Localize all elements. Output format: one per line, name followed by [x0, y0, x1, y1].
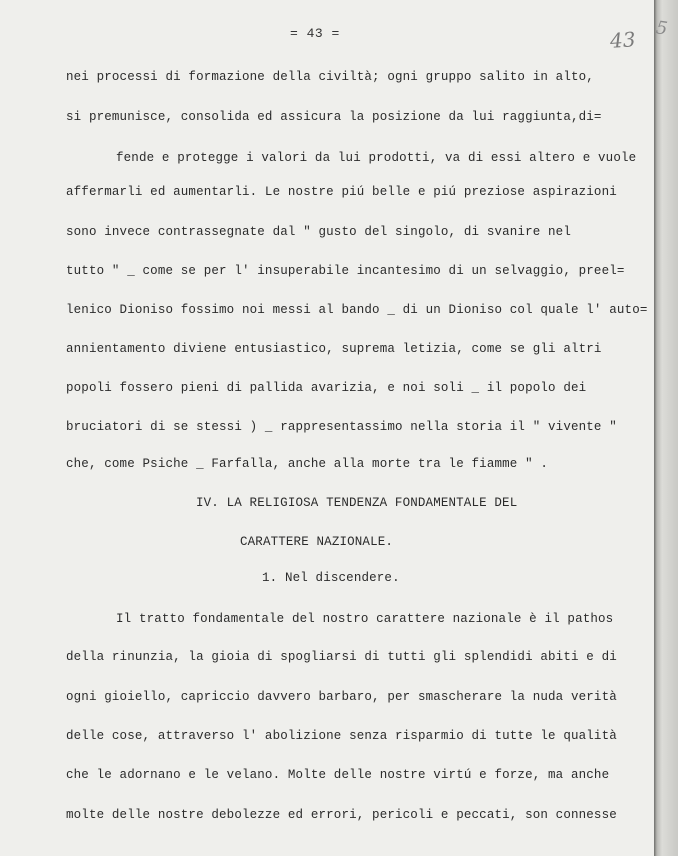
next-page-edge — [654, 0, 678, 856]
handwritten-mark: 5 — [654, 17, 669, 40]
section-heading: 1. Nel discendere. — [262, 571, 400, 585]
text-line-13: della rinunzia, la gioia di spogliarsi di tutti gli splendidi abiti e di — [66, 650, 617, 664]
text-line-9: popoli fossero pieni di pallida avarizia, e noi soli _ il popolo dei — [66, 381, 587, 395]
text-line-14: ogni gioiello, capriccio davvero barbaro, per smascherare la nuda verità — [66, 690, 617, 704]
text-line-7: lenico Dioniso fossimo noi messi al bando _ di un Dioniso col quale l' auto= — [66, 303, 648, 317]
text-line-2: si premunisce, consolida ed assicura la posizione da lui raggiunta,di= — [66, 110, 602, 124]
text-line-5: sono invece contrassegnate dal " gusto del singolo, di svanire nel — [66, 225, 571, 239]
text-line-11: che, come Psiche _ Farfalla, anche alla morte tra le fiamme " . — [66, 457, 549, 471]
text-line-16: che le adornano e le velano. Molte delle nostre virtú e forze, ma anche — [66, 768, 610, 782]
text-line-8: annientamento diviene entusiastico, suprema letizia, come se gli altri — [66, 342, 602, 356]
text-line-12: Il tratto fondamentale del nostro carattere nazionale è il pathos — [116, 612, 614, 626]
text-line-3: fende e protegge i valori da lui prodotti, va di essi altero e vuole — [116, 151, 637, 165]
text-line-6: tutto " _ come se per l' insuperabile incantesimo di un selvaggio, preel= — [66, 264, 625, 278]
text-line-15: delle cose, attraverso l' abolizione senza risparmio di tutte le qualità — [66, 729, 617, 743]
text-line-17: molte delle nostre debolezze ed errori, pericoli e peccati, son connesse — [66, 808, 617, 822]
chapter-heading-line-1: IV. LA RELIGIOSA TENDENZA FONDAMENTALE DEL — [196, 496, 518, 510]
chapter-heading-line-2: CARATTERE NAZIONALE. — [240, 535, 394, 549]
handwritten-page-number: 43 — [609, 27, 637, 53]
text-line-4: affermarli ed aumentarli. Le nostre piú belle e piú preziose aspirazioni — [66, 185, 617, 199]
page-number: = 43 = — [290, 26, 340, 41]
text-line-10: bruciatori di se stessi ) _ rappresentassimo nella storia il " vivente " — [66, 420, 617, 434]
text-line-1: nei processi di formazione della civiltà; ogni gruppo salito in alto, — [66, 70, 594, 84]
